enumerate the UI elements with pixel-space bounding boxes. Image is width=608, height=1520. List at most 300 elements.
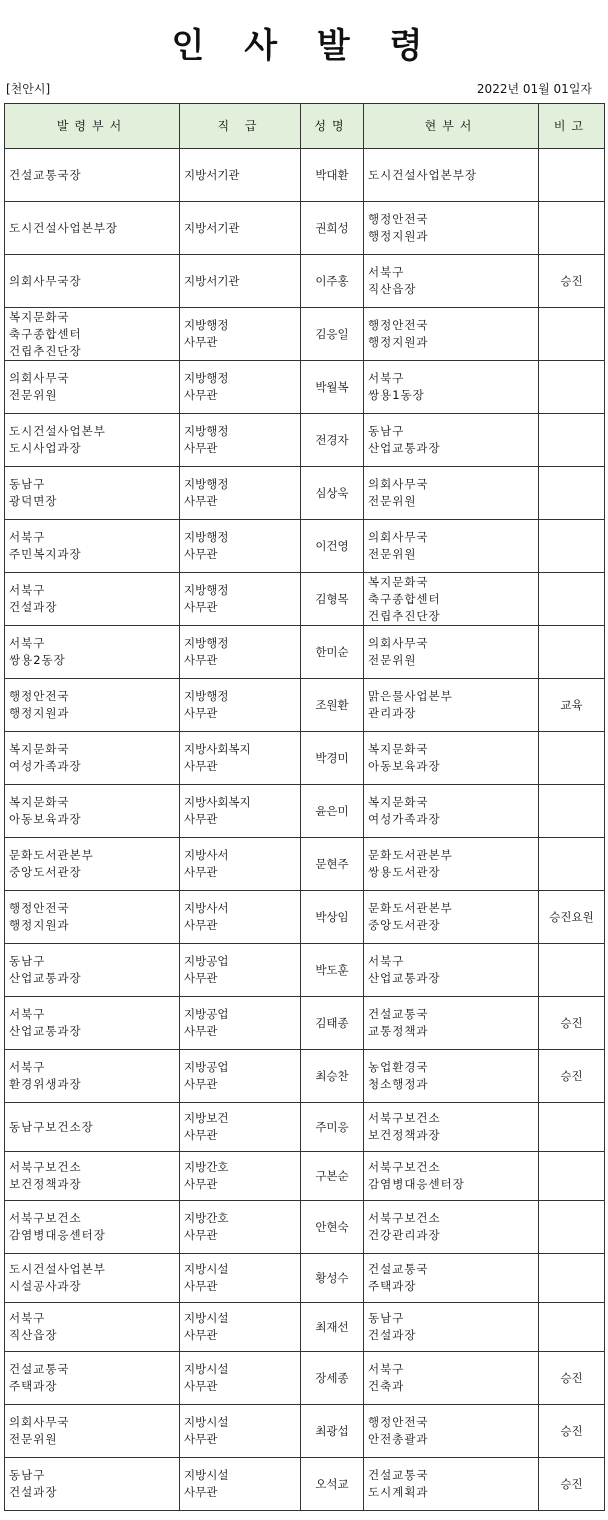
table-row [5, 1405, 605, 1458]
current-dept-cell-line: 쌍용도서관장 [368, 865, 441, 879]
current-dept-cell-line: 복지문화국 [368, 742, 429, 756]
current-dept-cell-line: 안전총괄과 [368, 1432, 429, 1446]
dept-cell [5, 732, 180, 785]
dept-cell-line: 환경위생과장 [9, 1077, 82, 1091]
dept-cell [5, 1458, 180, 1511]
position-cell-line: 사무관 [184, 441, 218, 455]
position-cell [180, 202, 301, 255]
note-cell [539, 1103, 605, 1152]
current-dept-cell-line: 관리과장 [368, 706, 417, 720]
table-row [5, 679, 605, 732]
position-cell-line: 사무관 [184, 1279, 218, 1293]
dept-cell [5, 520, 180, 573]
dept-cell-line: 행정안전국 [9, 689, 70, 703]
dept-cell-line: 의회사무국 [9, 371, 70, 385]
position-cell-line: 지방사서 [184, 901, 229, 915]
current-dept-cell-line: 건설교통국 [368, 1468, 429, 1482]
note-cell: 승진 [539, 1405, 605, 1458]
current-dept-cell [364, 1303, 539, 1352]
dept-cell-line: 주민복지과장 [9, 547, 82, 561]
position-cell-line: 지방시설 [184, 1362, 229, 1376]
name-cell: 최재선 [301, 1303, 364, 1352]
dept-cell [5, 149, 180, 202]
current-dept-cell [364, 1352, 539, 1405]
position-cell-line: 지방행정 [184, 371, 229, 385]
dept-cell [5, 1050, 180, 1103]
dept-cell-line: 행정지원과 [9, 918, 70, 932]
dept-cell-line: 서북구 [9, 1060, 46, 1074]
dept-cell-line: 서북구 [9, 1311, 46, 1325]
effective-date: 2022년 01월 01일자 [476, 82, 592, 96]
position-cell [180, 467, 301, 520]
dept-cell [5, 626, 180, 679]
table-row [5, 202, 605, 255]
position-cell-line: 지방간호 [184, 1211, 229, 1225]
dept-cell-line: 동남구 [9, 1468, 46, 1482]
current-dept-cell-line: 행정안전국 [368, 318, 429, 332]
dept-cell-line: 복지문화국 [9, 795, 70, 809]
name-cell: 오석교 [301, 1458, 364, 1511]
table-body [5, 149, 605, 1511]
note-cell: 승진 [539, 1352, 605, 1405]
current-dept-cell-line: 직산읍장 [368, 282, 417, 296]
position-cell [180, 679, 301, 732]
table-row [5, 1103, 605, 1152]
name-cell: 김응일 [301, 308, 364, 361]
table-row [5, 308, 605, 361]
position-cell [180, 1152, 301, 1201]
position-cell-line: 지방시설 [184, 1468, 229, 1482]
position-cell-line: 사무관 [184, 918, 218, 932]
position-cell-line: 지방간호 [184, 1160, 229, 1174]
table-row [5, 997, 605, 1050]
dept-cell [5, 997, 180, 1050]
position-cell [180, 732, 301, 785]
table-row [5, 1352, 605, 1405]
dept-cell [5, 467, 180, 520]
dept-cell-line: 서북구 [9, 530, 46, 544]
current-dept-cell [364, 732, 539, 785]
position-cell [180, 1254, 301, 1303]
name-cell: 문현주 [301, 838, 364, 891]
note-cell [539, 626, 605, 679]
current-dept-cell-line: 복지문화국 [368, 574, 429, 589]
name-cell: 박도훈 [301, 944, 364, 997]
dept-cell-line: 서북구보건소 [9, 1211, 82, 1225]
position-cell [180, 1201, 301, 1254]
current-dept-cell [364, 308, 539, 361]
current-dept-cell-line: 도시건설사업본부장 [368, 167, 477, 182]
current-dept-cell-line: 건강관리과장 [368, 1228, 441, 1242]
current-dept-cell [364, 626, 539, 679]
dept-cell [5, 679, 180, 732]
position-cell [180, 520, 301, 573]
current-dept-cell-line: 서북구 [368, 265, 405, 279]
position-cell-line: 사무관 [184, 1485, 218, 1499]
dept-cell-line: 시설공사과장 [9, 1279, 82, 1293]
position-cell-line: 지방시설 [184, 1415, 229, 1429]
current-dept-cell-line: 행정안전국 [368, 212, 429, 226]
dept-cell-line: 산업교통과장 [9, 971, 82, 985]
dept-cell-line: 산업교통과장 [9, 1024, 82, 1038]
dept-cell-line: 의회사무국장 [9, 273, 82, 288]
dept-cell-line: 서북구보건소 [9, 1160, 82, 1174]
position-cell-line: 사무관 [184, 1379, 218, 1393]
position-cell-line: 지방행정 [184, 424, 229, 438]
table-row [5, 1458, 605, 1511]
current-dept-cell-line: 전문위원 [368, 547, 417, 561]
current-dept-cell-line: 건설과장 [368, 1328, 417, 1342]
position-cell-line: 사무관 [184, 1024, 218, 1038]
position-cell [180, 997, 301, 1050]
note-cell: 승진요원 [539, 891, 605, 944]
position-cell-line: 사무관 [184, 600, 218, 614]
header-name: 성명 [301, 104, 364, 149]
position-cell-line: 지방행정 [184, 583, 229, 597]
dept-cell [5, 202, 180, 255]
current-dept-cell [364, 1103, 539, 1152]
dept-cell [5, 1405, 180, 1458]
table-row [5, 414, 605, 467]
dept-cell-line: 복지문화국 [9, 742, 70, 756]
table-row [5, 1201, 605, 1254]
current-dept-cell-line: 맑은물사업본부 [368, 689, 453, 703]
name-cell: 윤은미 [301, 785, 364, 838]
note-cell [539, 1254, 605, 1303]
dept-cell-line: 주택과장 [9, 1379, 58, 1393]
current-dept-cell [364, 361, 539, 414]
dept-cell-line: 축구종합센터 [9, 326, 82, 341]
table-row [5, 891, 605, 944]
current-dept-cell-line: 교통정책과 [368, 1024, 429, 1038]
dept-cell-line: 서북구 [9, 636, 46, 650]
note-cell [539, 202, 605, 255]
current-dept-cell-line: 보건정책과장 [368, 1128, 441, 1142]
current-dept-cell [364, 520, 539, 573]
position-cell-line: 지방서기관 [184, 167, 240, 182]
current-dept-cell [364, 1152, 539, 1201]
dept-cell-line: 서북구 [9, 583, 46, 597]
dept-cell-line: 아동보육과장 [9, 812, 82, 826]
table-header-row [5, 104, 605, 149]
table-row [5, 1303, 605, 1352]
current-dept-cell [364, 467, 539, 520]
table-row [5, 520, 605, 573]
dept-cell [5, 785, 180, 838]
position-cell-line: 지방시설 [184, 1262, 229, 1276]
position-cell-line: 사무관 [184, 494, 218, 508]
dept-cell-line: 중앙도서관장 [9, 865, 82, 879]
current-dept-cell-line: 중앙도서관장 [368, 918, 441, 932]
current-dept-cell [364, 944, 539, 997]
dept-cell-line: 직산읍장 [9, 1328, 58, 1342]
current-dept-cell-line: 아동보육과장 [368, 759, 441, 773]
name-cell: 황성수 [301, 1254, 364, 1303]
current-dept-cell-line: 전문위원 [368, 494, 417, 508]
dept-cell [5, 1103, 180, 1152]
table-row [5, 1254, 605, 1303]
name-cell: 박경미 [301, 732, 364, 785]
note-cell [539, 1152, 605, 1201]
dept-cell [5, 891, 180, 944]
current-dept-cell-line: 산업교통과장 [368, 441, 441, 455]
position-cell-line: 지방서기관 [184, 273, 240, 288]
dept-cell-line: 도시사업과장 [9, 441, 82, 455]
note-cell [539, 520, 605, 573]
note-cell: 교육 [539, 679, 605, 732]
current-dept-cell [364, 1458, 539, 1511]
header-dept: 발령부서 [5, 104, 180, 149]
dept-cell-line: 건립추진단장 [9, 343, 82, 358]
name-cell: 조원환 [301, 679, 364, 732]
current-dept-cell [364, 573, 539, 626]
position-cell-line: 사무관 [184, 335, 218, 349]
name-cell: 안현숙 [301, 1201, 364, 1254]
note-cell [539, 467, 605, 520]
name-cell: 전경자 [301, 414, 364, 467]
current-dept-cell-line: 서북구보건소 [368, 1211, 441, 1225]
dept-cell-line: 건설과장 [9, 1485, 58, 1499]
position-cell-line: 사무관 [184, 812, 218, 826]
name-cell: 이건영 [301, 520, 364, 573]
current-dept-cell-line: 행정안전국 [368, 1415, 429, 1429]
position-cell-line: 사무관 [184, 706, 218, 720]
position-cell-line: 지방행정 [184, 318, 229, 332]
table-row [5, 573, 605, 626]
dept-cell [5, 1201, 180, 1254]
table-row [5, 1050, 605, 1103]
position-cell-line: 지방공업 [184, 1060, 229, 1074]
dept-cell-line: 전문위원 [9, 388, 58, 402]
name-cell: 박상임 [301, 891, 364, 944]
current-dept-cell-line: 여성가족과장 [368, 812, 441, 826]
dept-cell-line: 광덕면장 [9, 494, 58, 508]
position-cell-line: 지방공업 [184, 954, 229, 968]
current-dept-cell-line: 농업환경국 [368, 1060, 429, 1074]
dept-cell-line: 건설과장 [9, 600, 58, 614]
dept-cell-line: 건설교통국 [9, 1362, 70, 1376]
table-row [5, 1152, 605, 1201]
current-dept-cell-line: 의회사무국 [368, 530, 429, 544]
header-position: 직 급 [180, 104, 301, 149]
current-dept-cell-line: 문화도서관본부 [368, 901, 453, 915]
dept-cell [5, 944, 180, 997]
dept-cell-line: 동남구보건소장 [9, 1119, 94, 1134]
position-cell-line: 사무관 [184, 1328, 218, 1342]
position-cell-line: 사무관 [184, 865, 218, 879]
position-cell [180, 1050, 301, 1103]
dept-cell-line: 행정안전국 [9, 901, 70, 915]
position-cell-line: 지방행정 [184, 530, 229, 544]
current-dept-cell-line: 동남구 [368, 1311, 405, 1325]
header-note: 비고 [539, 104, 605, 149]
current-dept-cell [364, 1254, 539, 1303]
note-cell [539, 944, 605, 997]
position-cell-line: 사무관 [184, 1077, 218, 1091]
position-cell-line: 지방보건 [184, 1111, 229, 1125]
position-cell-line: 지방공업 [184, 1007, 229, 1021]
position-cell-line: 지방서기관 [184, 220, 240, 235]
dept-cell-line: 도시건설사업본부장 [9, 220, 118, 235]
current-dept-cell-line: 문화도서관본부 [368, 848, 453, 862]
dept-cell-line: 보건정책과장 [9, 1177, 82, 1191]
current-dept-cell [364, 785, 539, 838]
position-cell-line: 사무관 [184, 547, 218, 561]
name-cell: 이주홍 [301, 255, 364, 308]
current-dept-cell-line: 주택과장 [368, 1279, 417, 1293]
name-cell: 김태종 [301, 997, 364, 1050]
table-row [5, 732, 605, 785]
position-cell-line: 지방행정 [184, 636, 229, 650]
dept-cell-line: 건설교통국장 [9, 167, 82, 182]
current-dept-cell-line: 축구종합센터 [368, 591, 441, 606]
dept-cell-line: 의회사무국 [9, 1415, 70, 1429]
current-dept-cell-line: 의회사무국 [368, 477, 429, 491]
note-cell: 승진 [539, 997, 605, 1050]
dept-cell-line: 복지문화국 [9, 309, 70, 324]
note-cell [539, 414, 605, 467]
current-dept-cell-line: 건설교통국 [368, 1007, 429, 1021]
personnel-table [4, 103, 605, 1511]
dept-cell [5, 573, 180, 626]
current-dept-cell [364, 149, 539, 202]
note-cell: 승진 [539, 255, 605, 308]
current-dept-cell-line: 건축과 [368, 1379, 405, 1393]
current-dept-cell-line: 서북구 [368, 371, 405, 385]
position-cell [180, 255, 301, 308]
current-dept-cell-line: 청소행정과 [368, 1077, 429, 1091]
name-cell: 최광섭 [301, 1405, 364, 1458]
current-dept-cell-line: 서북구 [368, 1362, 405, 1376]
note-cell: 승진 [539, 1050, 605, 1103]
current-dept-cell-line: 동남구 [368, 424, 405, 438]
position-cell [180, 308, 301, 361]
note-cell [539, 149, 605, 202]
position-cell [180, 149, 301, 202]
position-cell [180, 891, 301, 944]
current-dept-cell-line: 산업교통과장 [368, 971, 441, 985]
current-dept-cell [364, 1050, 539, 1103]
current-dept-cell [364, 997, 539, 1050]
current-dept-cell-line: 건설교통국 [368, 1262, 429, 1276]
dept-cell-line: 동남구 [9, 954, 46, 968]
position-cell-line: 사무관 [184, 1128, 218, 1142]
header-current: 현부서 [364, 104, 539, 149]
position-cell [180, 944, 301, 997]
current-dept-cell [364, 202, 539, 255]
position-cell-line: 지방사회복지 [184, 742, 251, 756]
current-dept-cell-line: 의회사무국 [368, 636, 429, 650]
current-dept-cell-line: 전문위원 [368, 653, 417, 667]
table-row [5, 361, 605, 414]
note-cell [539, 838, 605, 891]
dept-cell [5, 1303, 180, 1352]
dept-cell-line: 여성가족과장 [9, 759, 82, 773]
organization-label: [천안시] [6, 82, 51, 96]
current-dept-cell-line: 행정지원과 [368, 335, 429, 349]
current-dept-cell [364, 891, 539, 944]
note-cell [539, 1303, 605, 1352]
position-cell [180, 1303, 301, 1352]
current-dept-cell [364, 1405, 539, 1458]
position-cell [180, 573, 301, 626]
dept-cell-line: 도시건설사업본부 [9, 1262, 106, 1276]
current-dept-cell-line: 건립추진단장 [368, 608, 441, 623]
position-cell-line: 지방시설 [184, 1311, 229, 1325]
position-cell [180, 1458, 301, 1511]
table-row [5, 626, 605, 679]
position-cell-line: 사무관 [184, 388, 218, 402]
current-dept-cell-line: 서북구보건소 [368, 1160, 441, 1174]
table-row [5, 838, 605, 891]
page-title: 인 사 발 령 [171, 26, 437, 66]
dept-cell-line: 전문위원 [9, 1432, 58, 1446]
current-dept-cell-line: 감염병대응센터장 [368, 1177, 465, 1191]
note-cell [539, 361, 605, 414]
position-cell [180, 838, 301, 891]
dept-cell-line: 감염병대응센터장 [9, 1228, 106, 1242]
dept-cell [5, 838, 180, 891]
position-cell-line: 사무관 [184, 653, 218, 667]
current-dept-cell [364, 255, 539, 308]
note-cell [539, 1201, 605, 1254]
note-cell [539, 785, 605, 838]
dept-cell [5, 1254, 180, 1303]
name-cell: 주미응 [301, 1103, 364, 1152]
position-cell [180, 414, 301, 467]
name-cell: 장세종 [301, 1352, 364, 1405]
name-cell: 박대환 [301, 149, 364, 202]
name-cell: 최승찬 [301, 1050, 364, 1103]
current-dept-cell [364, 414, 539, 467]
position-cell [180, 1405, 301, 1458]
current-dept-cell-line: 쌍용1동장 [368, 388, 425, 402]
position-cell-line: 지방사서 [184, 848, 229, 862]
dept-cell-line: 서북구 [9, 1007, 46, 1021]
table-row [5, 467, 605, 520]
dept-cell-line: 동남구 [9, 477, 46, 491]
position-cell [180, 361, 301, 414]
position-cell [180, 1352, 301, 1405]
position-cell-line: 사무관 [184, 1177, 218, 1191]
current-dept-cell-line: 행정지원과 [368, 229, 429, 243]
position-cell-line: 사무관 [184, 971, 218, 985]
name-cell: 권희성 [301, 202, 364, 255]
table-row [5, 785, 605, 838]
name-cell: 김형목 [301, 573, 364, 626]
dept-cell [5, 1352, 180, 1405]
current-dept-cell-line: 서북구 [368, 954, 405, 968]
table-row [5, 944, 605, 997]
note-cell [539, 573, 605, 626]
dept-cell-line: 쌍용2동장 [9, 653, 66, 667]
position-cell-line: 지방행정 [184, 477, 229, 491]
table-row [5, 149, 605, 202]
name-cell: 심상욱 [301, 467, 364, 520]
position-cell-line: 지방행정 [184, 689, 229, 703]
dept-cell-line: 도시건설사업본부 [9, 424, 106, 438]
position-cell-line: 사무관 [184, 1228, 218, 1242]
current-dept-cell-line: 서북구보건소 [368, 1111, 441, 1125]
current-dept-cell [364, 838, 539, 891]
dept-cell [5, 361, 180, 414]
current-dept-cell-line: 복지문화국 [368, 795, 429, 809]
current-dept-cell [364, 1201, 539, 1254]
position-cell-line: 지방사회복지 [184, 795, 251, 809]
note-cell: 승진 [539, 1458, 605, 1511]
current-dept-cell [364, 679, 539, 732]
name-cell: 박월복 [301, 361, 364, 414]
